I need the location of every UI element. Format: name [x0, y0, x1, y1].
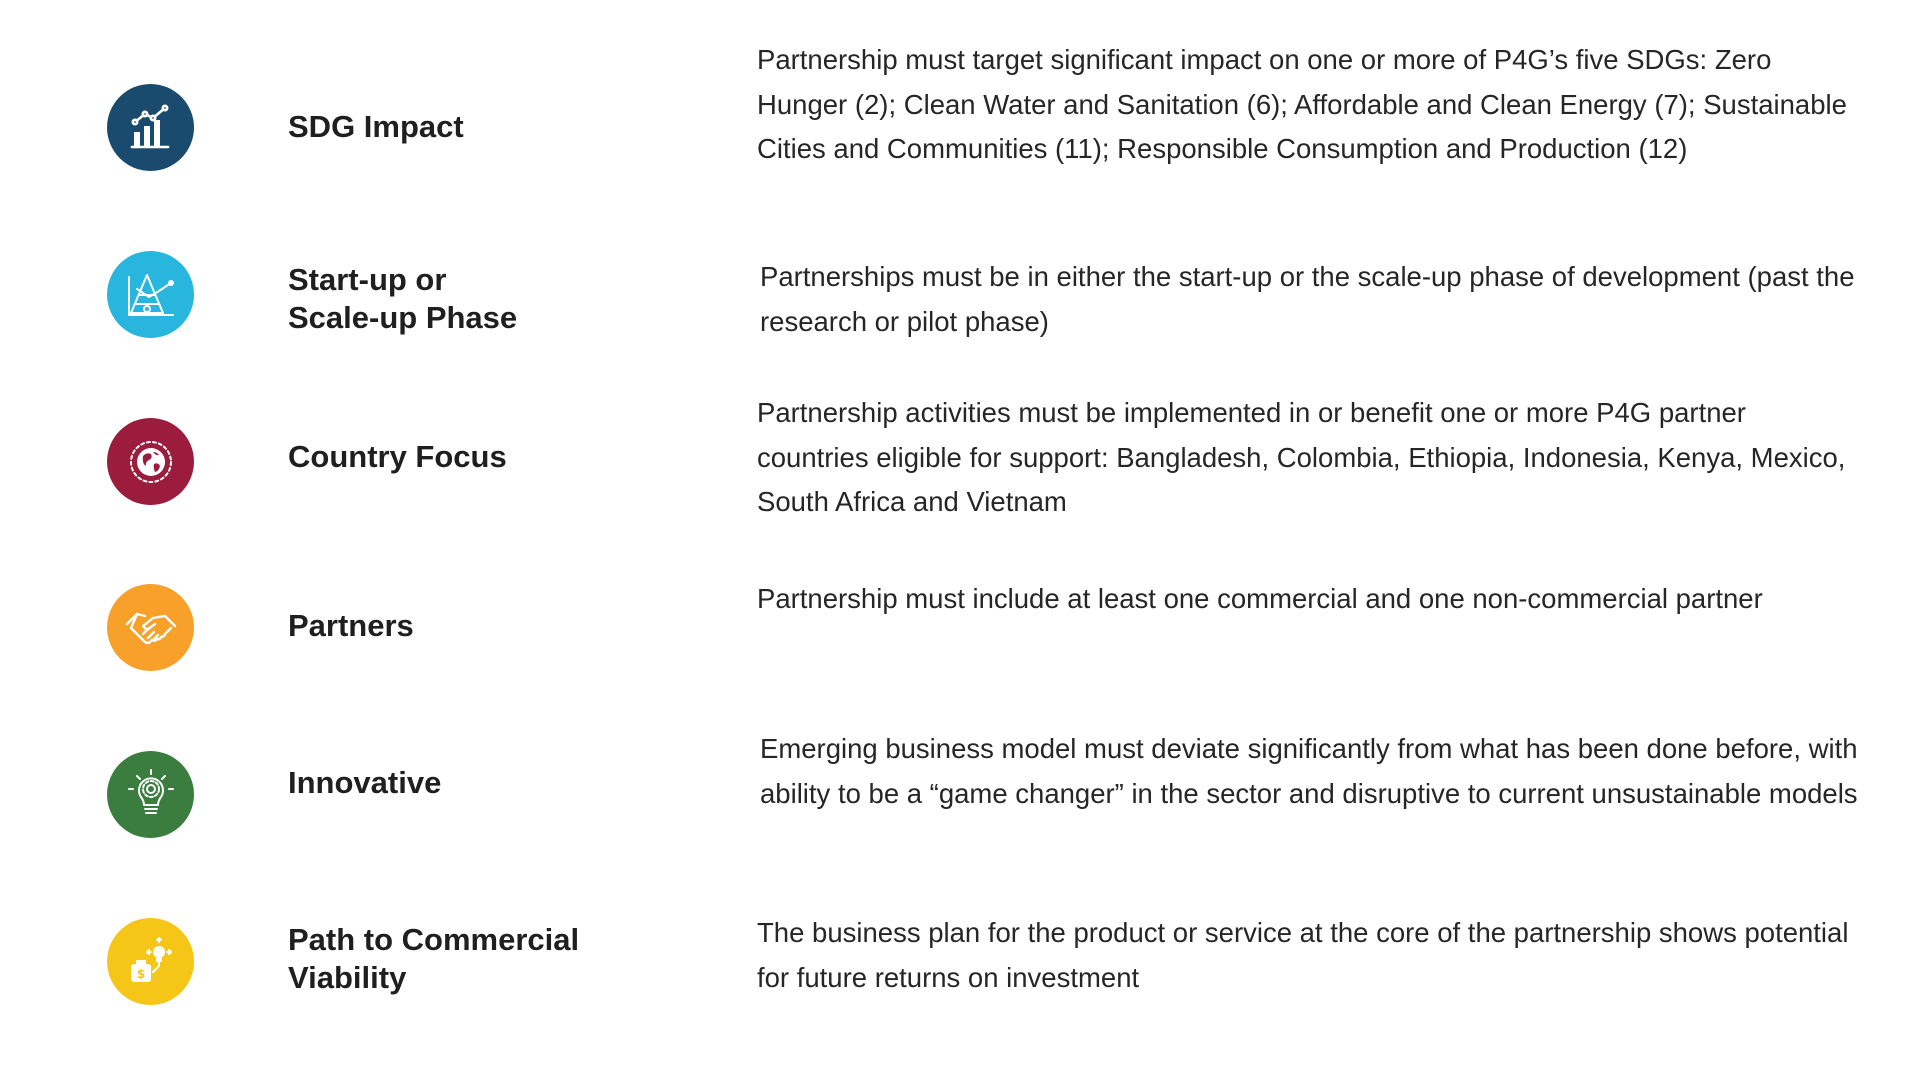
criterion-description: Partnership activities must be implemented in or benefit one or more P4G partner countries eligible for support: Bangladesh, Colombia, Ethiopia, Indonesia, Kenya, Mexico, South Africa and Vietnam — [757, 397, 1846, 517]
growth-pyramid-icon — [107, 251, 194, 338]
criterion-description: Partnership must target significant impact on one or more of P4G’s five SDGs: Zero Hunger (2); Clean Water and Sanitation (6); Affordable and Clean Energy (7); Sustainable Cities and Communities (11); Responsible Consumption and Production (12) — [757, 44, 1847, 164]
money-bag-idea-icon — [107, 918, 194, 1005]
criterion-description: The business plan for the product or service at the core of the partnership shows potential for future returns on investment — [757, 917, 1849, 993]
criterion-label: Partners — [288, 608, 414, 643]
bar-chart-growth-icon — [107, 84, 194, 171]
criterion-label: Path to Commercial Viability — [288, 922, 580, 995]
criterion-label: Country Focus — [288, 439, 507, 474]
criterion-description: Emerging business model must deviate significantly from what has been done before, with ability to be a “game changer” in the sector and disruptive to current unsustainable models — [760, 733, 1858, 809]
lightbulb-gear-icon — [107, 751, 194, 838]
criterion-label: Start-up or Scale-up Phase — [288, 262, 518, 335]
criterion-description: Partnership must include at least one commercial and one non-commercial partner — [757, 583, 1763, 614]
criterion-description: Partnerships must be in either the start-up or the scale-up phase of development (past the research or pilot phase) — [760, 261, 1855, 337]
criterion-label: SDG Impact — [288, 109, 464, 144]
svg-text:$: $ — [136, 966, 145, 981]
handshake-icon — [107, 584, 194, 671]
criterion-label: Innovative — [288, 765, 442, 800]
globe-icon — [107, 418, 194, 505]
